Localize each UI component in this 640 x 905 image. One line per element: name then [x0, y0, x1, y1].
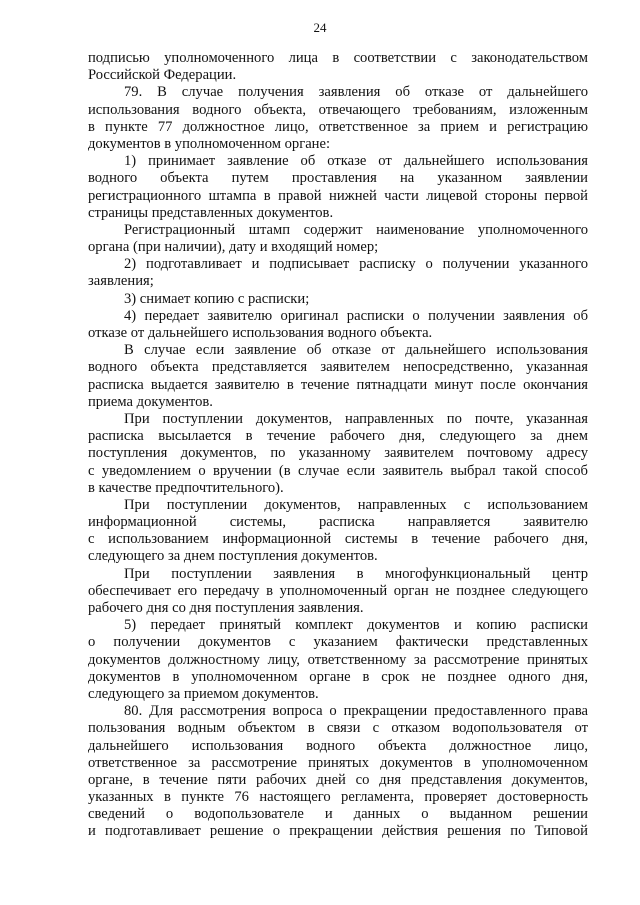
- text-line: следующего за приемом документов.: [88, 685, 319, 702]
- text-line: отказе от дальнейшего использования водного объекта.: [88, 325, 433, 341]
- text-line: приема документов.: [88, 393, 213, 410]
- text-line: использования водного объекта, отвечающего требованиям, изложенным: [88, 101, 588, 118]
- text-line: расписка высылается в течение рабочего дня, следующего за днем: [88, 428, 588, 445]
- page-number: 24: [313, 20, 327, 35]
- text-line: в пункте 77 должностное лицо, ответственное за прием и регистрацию: [88, 118, 588, 135]
- text-line: поступления документов, по указанному заявителем почтовому адресу: [88, 445, 588, 462]
- text-line: Регистрационный штамп содержит наименование уполномоченного: [124, 221, 588, 238]
- text-line: органе, в течение пяти рабочих дней со дня представления документов,: [88, 771, 588, 788]
- text-line: о получении документов с указанием фактически представленных: [88, 634, 588, 651]
- text-line: органа (при наличии), дату и входящий номер;: [88, 239, 379, 256]
- text-line: подписью уполномоченного лица в соответствии с законодательством: [88, 50, 588, 66]
- text-line: документов должностному лицу, ответственному за рассмотрение принятых: [88, 651, 588, 668]
- body-text: [88, 50, 588, 841]
- text-line: водного объекта представляется заявителем непосредственно, указанная: [88, 359, 588, 376]
- text-line: При поступлении документов, направленных по почте, указанная: [124, 410, 588, 427]
- text-line: обеспечивает его передачу в уполномоченный орган не позднее следующего: [88, 582, 588, 599]
- text-line: сведений о водопользователе и данных о выданном решении: [88, 806, 588, 823]
- text-line: с уведомлением о вручении (в случае если заявитель выбрал такой способ: [88, 462, 588, 479]
- text-line: 3) снимает копию с расписки;: [124, 290, 310, 307]
- text-line: указанных в пункте 76 настоящего регламента, проверяет достоверность: [88, 789, 588, 806]
- text-line: документов в уполномоченном органе:: [88, 135, 331, 152]
- text-line: регистрационного штампа в правой нижней части лицевой стороны первой: [88, 187, 588, 204]
- text-line: При поступлении заявления в многофункциональный центр: [124, 565, 588, 582]
- text-line: следующего за днем поступления документов.: [88, 548, 378, 565]
- text-line: 1) принимает заявление об отказе от дальнейшего использования: [124, 153, 588, 170]
- text-line: расписка выдается заявителю в течение пятнадцати минут после окончания: [88, 376, 588, 393]
- text-line: В случае если заявление об отказе от дальнейшего использования: [124, 342, 588, 359]
- text-line: Российской Федерации.: [88, 67, 237, 84]
- text-line: заявления;: [88, 273, 154, 290]
- text-line: страницы представленных документов.: [88, 204, 334, 221]
- text-line: 79. В случае получения заявления об отказе от дальнейшего: [124, 84, 588, 101]
- text-line: в качестве предпочтительного).: [88, 479, 284, 496]
- text-line: дальнейшего использования водного объекта должностное лицо,: [88, 737, 588, 754]
- text-line: 4) передает заявителю оригинал расписки о получении заявления об: [124, 307, 588, 324]
- text-line: и подготавливает решение о прекращении действия решения по Типовой: [88, 823, 588, 840]
- text-line: водного объекта путем проставления на указанном заявлении: [88, 170, 588, 187]
- text-line: 80. Для рассмотрения вопроса о прекращении предоставленного права: [124, 703, 588, 720]
- text-line: с использованием информационной системы в течение рабочего дня,: [88, 531, 588, 548]
- text-line: документов в уполномоченном органе в срок не позднее одного дня,: [88, 668, 588, 685]
- text-line: При поступлении документов, направленных с использованием: [124, 496, 588, 513]
- text-line: 5) передает принятый комплект документов и копию расписки: [124, 617, 588, 634]
- text-line: 2) подготавливает и подписывает расписку о получении указанного: [124, 256, 588, 273]
- text-line: пользования водным объектом в связи с отказом водопользователя от: [88, 720, 588, 737]
- text-line: информационной системы, расписка направляется заявителю: [88, 514, 588, 531]
- text-line: ответственное за рассмотрение принятых документов в уполномоченном: [88, 754, 588, 771]
- text-line: рабочего дня со дня поступления заявления.: [88, 600, 364, 616]
